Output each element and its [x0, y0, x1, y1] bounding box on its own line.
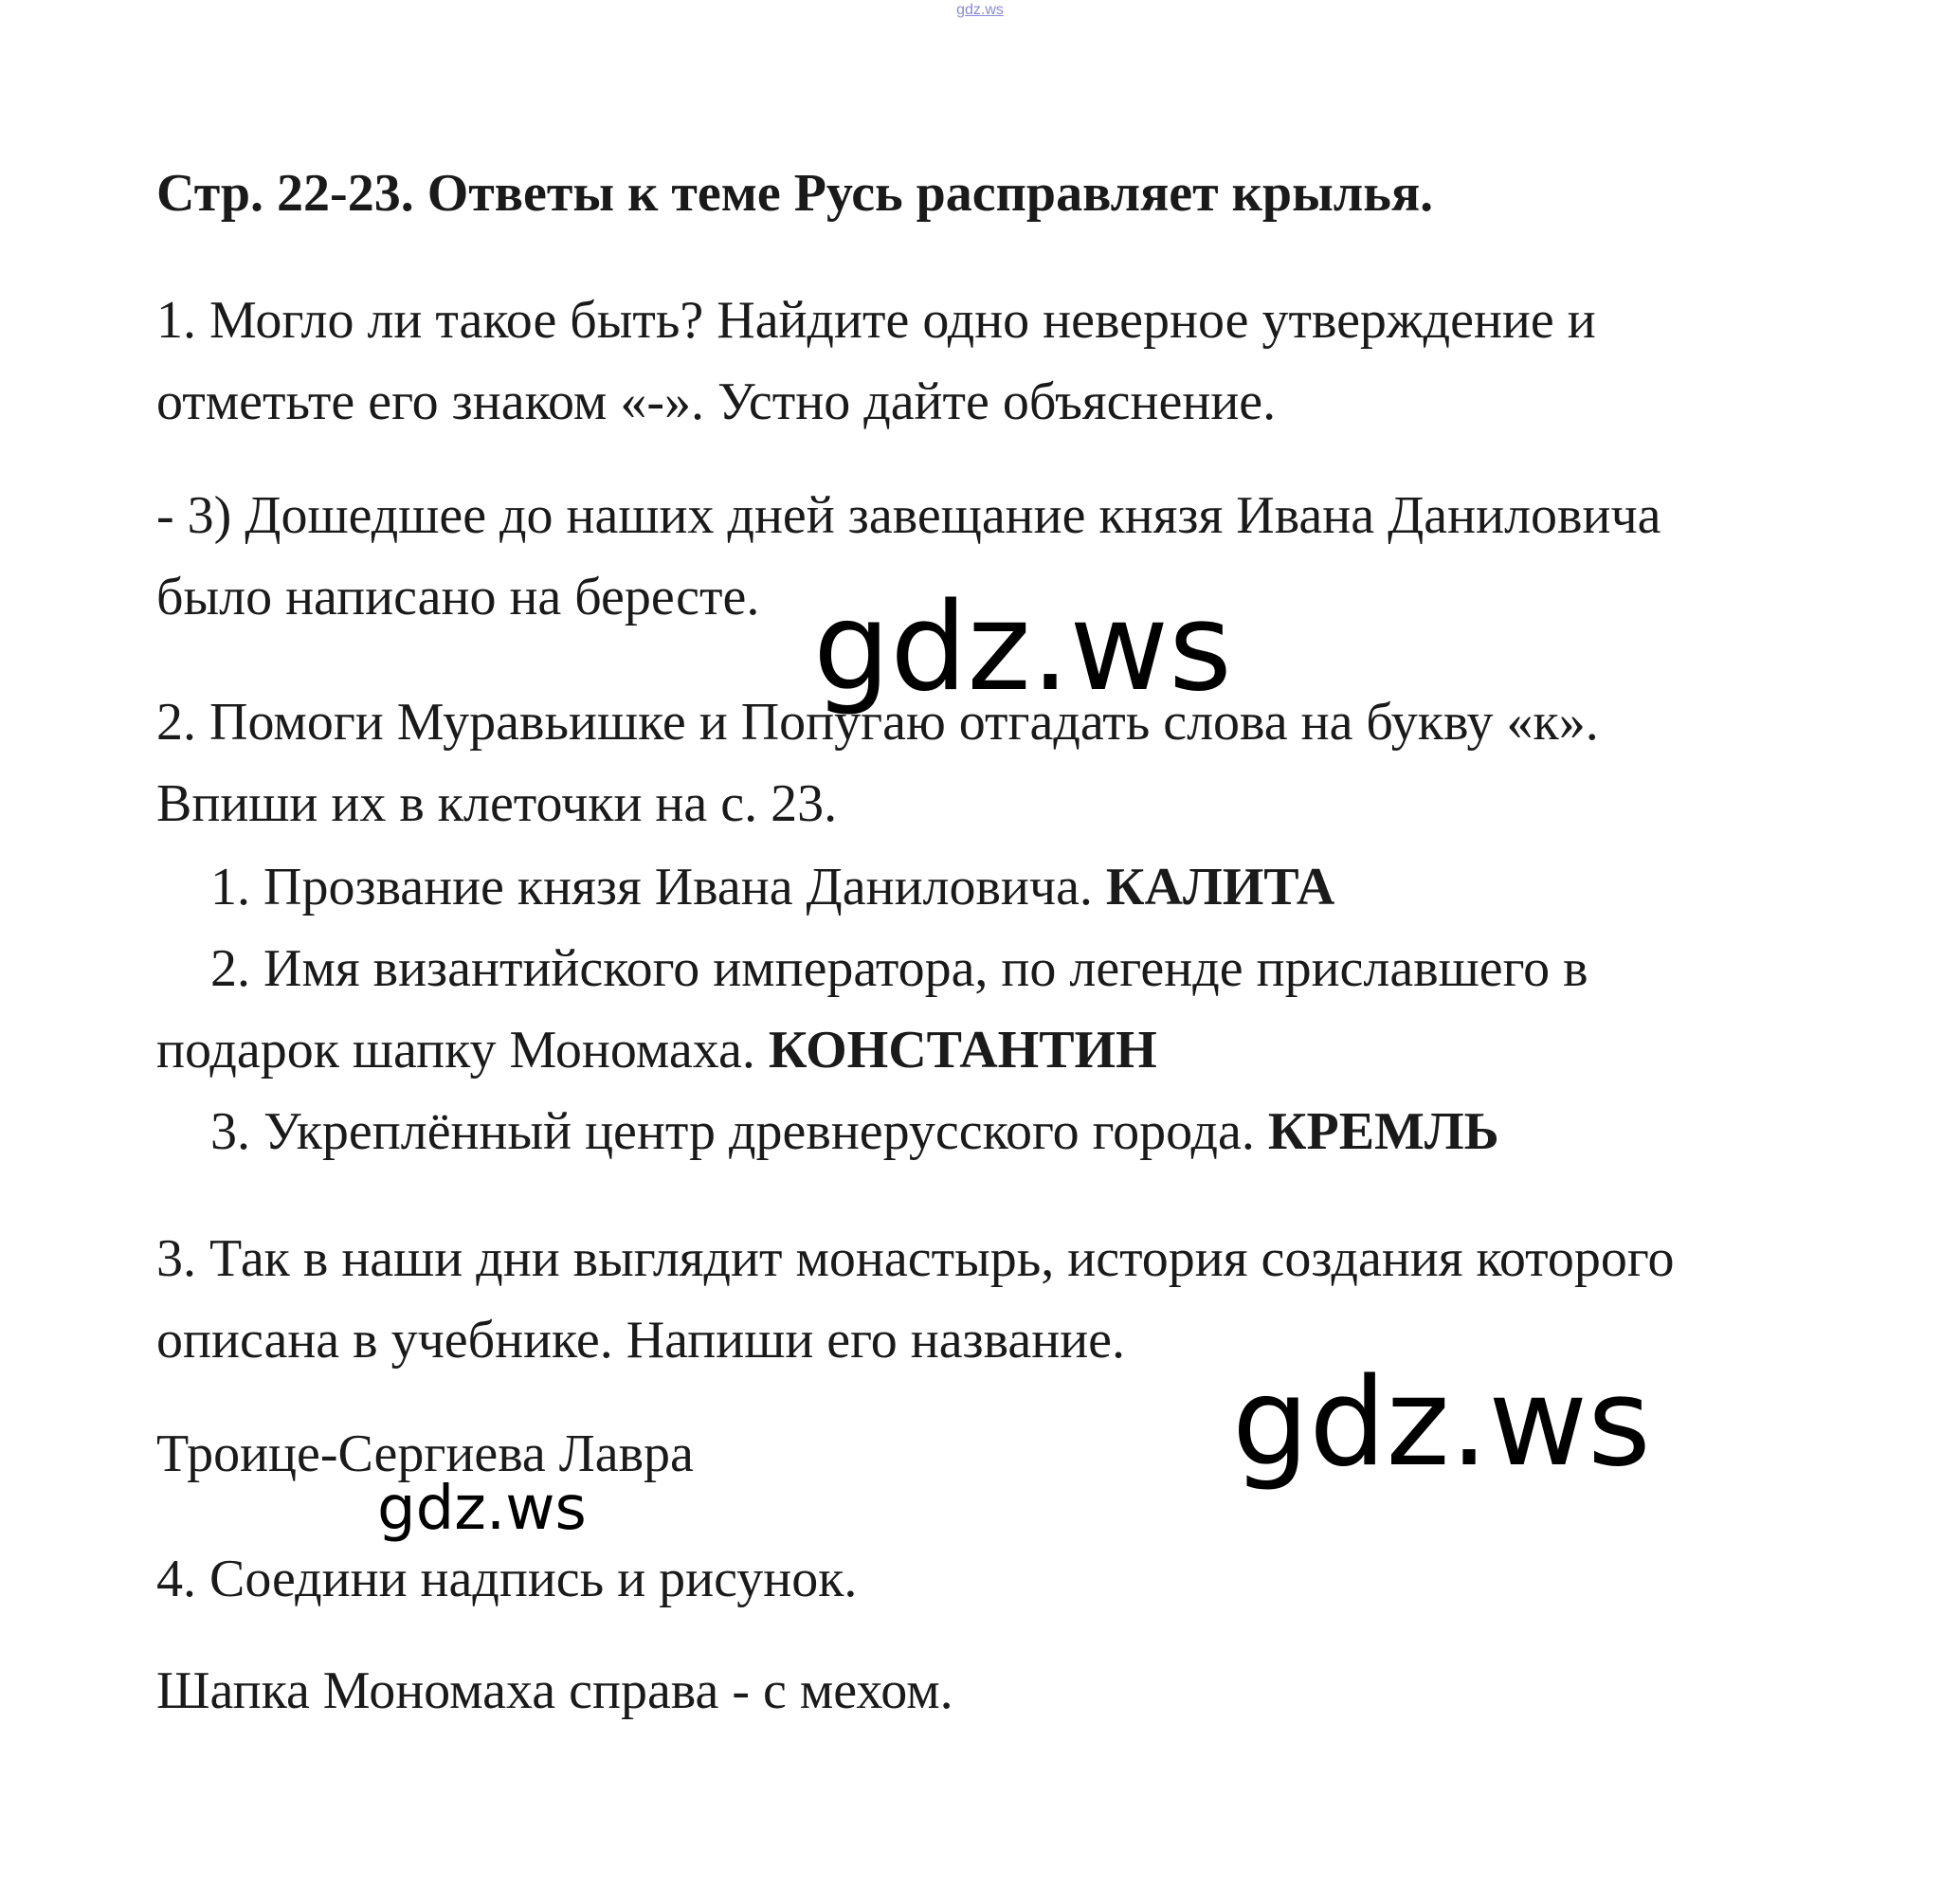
- task2-item-1-text: 1. Прозвание князя Ивана Даниловича.: [210, 858, 1106, 916]
- task2-item-2: [156, 1020, 1157, 1080]
- task2-question-line2: Впиши их в клеточки на с. 23.: [156, 774, 838, 833]
- page-title: Стр. 22-23. Ответы к теме Русь расправляет крылья.: [156, 164, 1434, 223]
- task2-item-2-text: подарок шапку Мономаха.: [156, 1021, 769, 1080]
- task3-question-line2: описана в учебнике. Напиши его название.: [156, 1311, 1126, 1370]
- task4-question: 4. Соедини надпись и рисунок.: [156, 1550, 858, 1608]
- task2-item-3: [210, 1101, 1499, 1162]
- task2-item-3-text: 3. Укреплённый центр древнерусского города.: [210, 1102, 1268, 1161]
- task3-question-line1: 3. Так в наши дни выглядит монастырь, история создания которого: [156, 1229, 1675, 1288]
- task1-question-line2: отметьте его знаком «-». Устно дайте объяснение.: [156, 372, 1277, 431]
- task2-question-line1: 2. Помоги Муравьишке и Попугаю отгадать слова на букву «к».: [156, 693, 1599, 752]
- task2-item-1: [210, 857, 1334, 917]
- task1-answer-line2: было написано на бересте.: [156, 568, 760, 626]
- watermark-small: gdz.ws: [377, 1474, 587, 1544]
- task2-item-2-answer: КОНСТАНТИН: [768, 1021, 1157, 1080]
- task3-answer: Троице-Сергиева Лавра: [156, 1424, 694, 1483]
- task1-answer-line1: - 3) Дошедшее до наших дней завещание князя Ивана Даниловича: [156, 486, 1661, 545]
- watermark-large-right: gdz.ws: [1232, 1352, 1651, 1494]
- watermark-large-center: gdz.ws: [813, 577, 1232, 718]
- top-watermark-link: gdz.ws: [956, 2, 1004, 18]
- task2-item-3-answer: КРЕМЛЬ: [1267, 1102, 1499, 1161]
- task1-question-line1: 1. Могло ли такое быть? Найдите одно неверное утверждение и: [156, 291, 1596, 350]
- task2-item-1-answer: КАЛИТА: [1105, 858, 1335, 916]
- task2-item-2-line1: 2. Имя византийского императора, по легенде приславшего в: [210, 939, 1588, 998]
- task4-answer: Шапка Мономаха справа - с мехом.: [156, 1661, 953, 1720]
